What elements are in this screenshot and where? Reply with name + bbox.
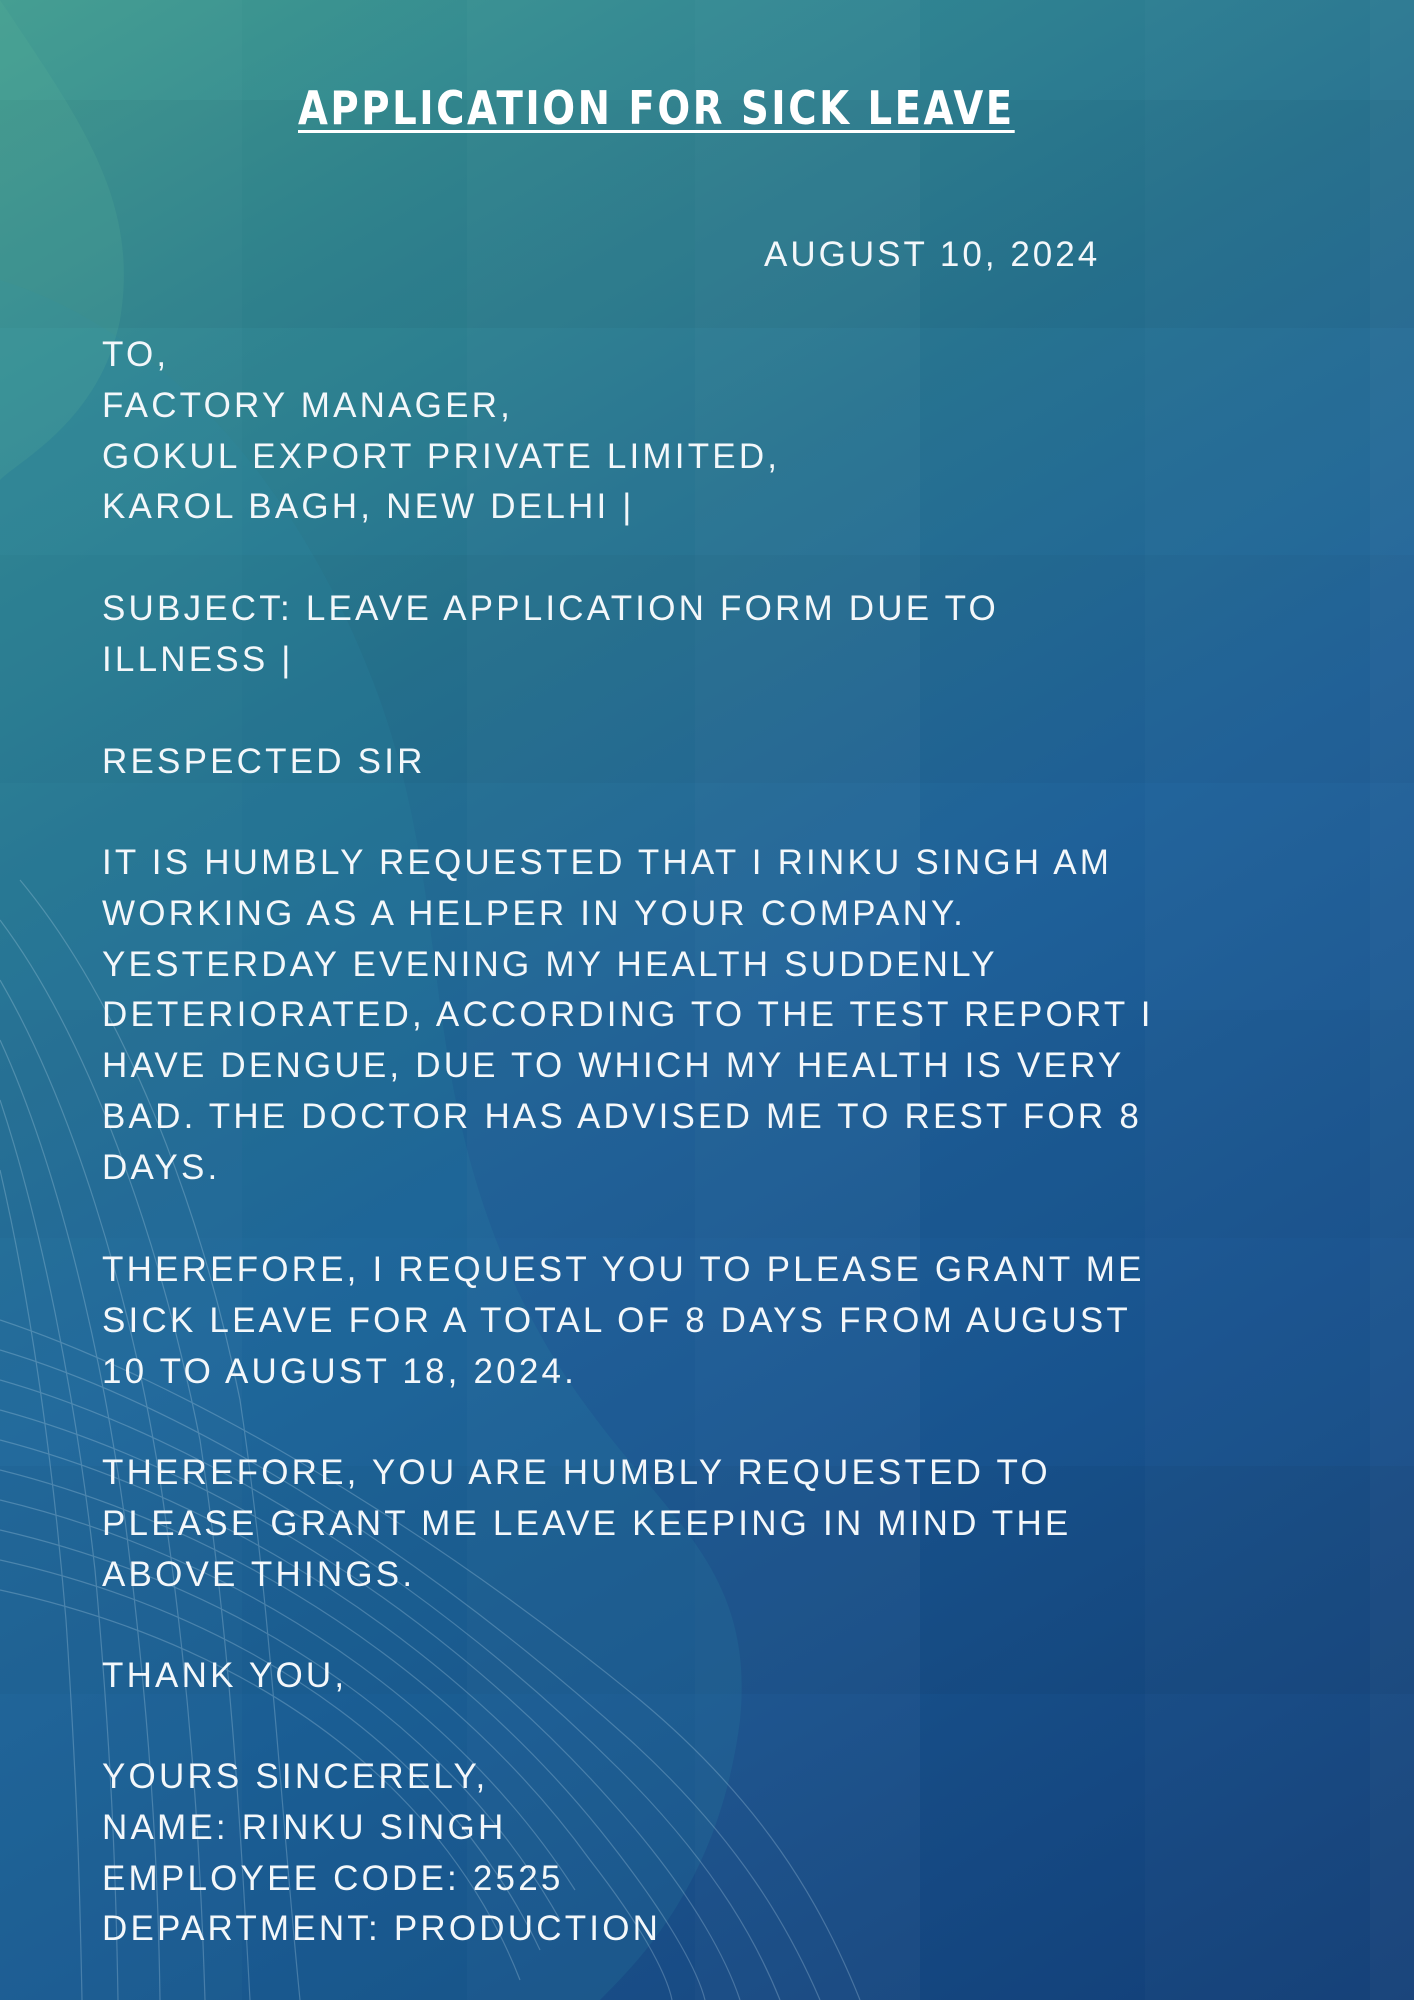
recipient-line: FACTORY MANAGER, [102, 385, 514, 425]
paragraph-request [102, 1245, 1282, 1397]
recipient-line: KAROL BAGH, NEW DELHI | [102, 487, 635, 527]
salutation-line: RESPECTED SIR [102, 742, 426, 781]
paragraph-line: THEREFORE, YOU ARE HUMBLY REQUESTED TO [102, 1453, 1051, 1492]
letter-date: AUGUST 10, 2024 [764, 235, 1101, 274]
signoff-line: NAME: RINKU SINGH [102, 1807, 507, 1847]
recipient-line: GOKUL EXPORT PRIVATE LIMITED, [102, 436, 781, 476]
paragraph-line: WORKING AS A HELPER IN YOUR COMPANY. [102, 893, 967, 933]
subject-block [102, 584, 1282, 686]
paragraph-line: SICK LEAVE FOR A TOTAL OF 8 DAYS FROM AUGUST [102, 1300, 1131, 1340]
subject-line: ILLNESS | [102, 639, 294, 679]
recipient-address [102, 330, 1282, 533]
signoff-line: DEPARTMENT: PRODUCTION [102, 1909, 662, 1949]
paragraph-line: ABOVE THINGS. [102, 1554, 416, 1594]
recipient-line: TO, [102, 335, 170, 374]
signoff-line: EMPLOYEE CODE: 2525 [102, 1858, 564, 1898]
signoff-line: YOURS SINCERELY, [102, 1757, 489, 1796]
paragraph-line: 10 TO AUGUST 18, 2024. [102, 1351, 578, 1391]
paragraph-illness [102, 838, 1282, 1194]
paragraph-closing-request [102, 1448, 1282, 1600]
subject-line: SUBJECT: LEAVE APPLICATION FORM DUE TO [102, 589, 999, 628]
salutation [102, 737, 1282, 788]
paragraph-line: IT IS HUMBLY REQUESTED THAT I RINKU SINGH AM [102, 843, 1113, 882]
paragraph-line: DETERIORATED, ACCORDING TO THE TEST REPORT I [102, 995, 1154, 1035]
paragraph-line: THEREFORE, I REQUEST YOU TO PLEASE GRANT ME [102, 1250, 1145, 1289]
letter-title: APPLICATION FOR SICK LEAVE [298, 81, 1015, 135]
signoff-block [102, 1752, 1282, 1955]
paragraph-line: PLEASE GRANT ME LEAVE KEEPING IN MIND THE [102, 1503, 1072, 1543]
paragraph-line: YESTERDAY EVENING MY HEALTH SUDDENLY [102, 944, 998, 984]
thanks-line: THANK YOU, [102, 1656, 348, 1695]
paragraph-line: BAD. THE DOCTOR HAS ADVISED ME TO REST FOR 8 [102, 1096, 1142, 1136]
thanks [102, 1651, 1282, 1702]
paragraph-line: DAYS. [102, 1147, 221, 1187]
paragraph-line: HAVE DENGUE, DUE TO WHICH MY HEALTH IS VERY [102, 1046, 1125, 1086]
